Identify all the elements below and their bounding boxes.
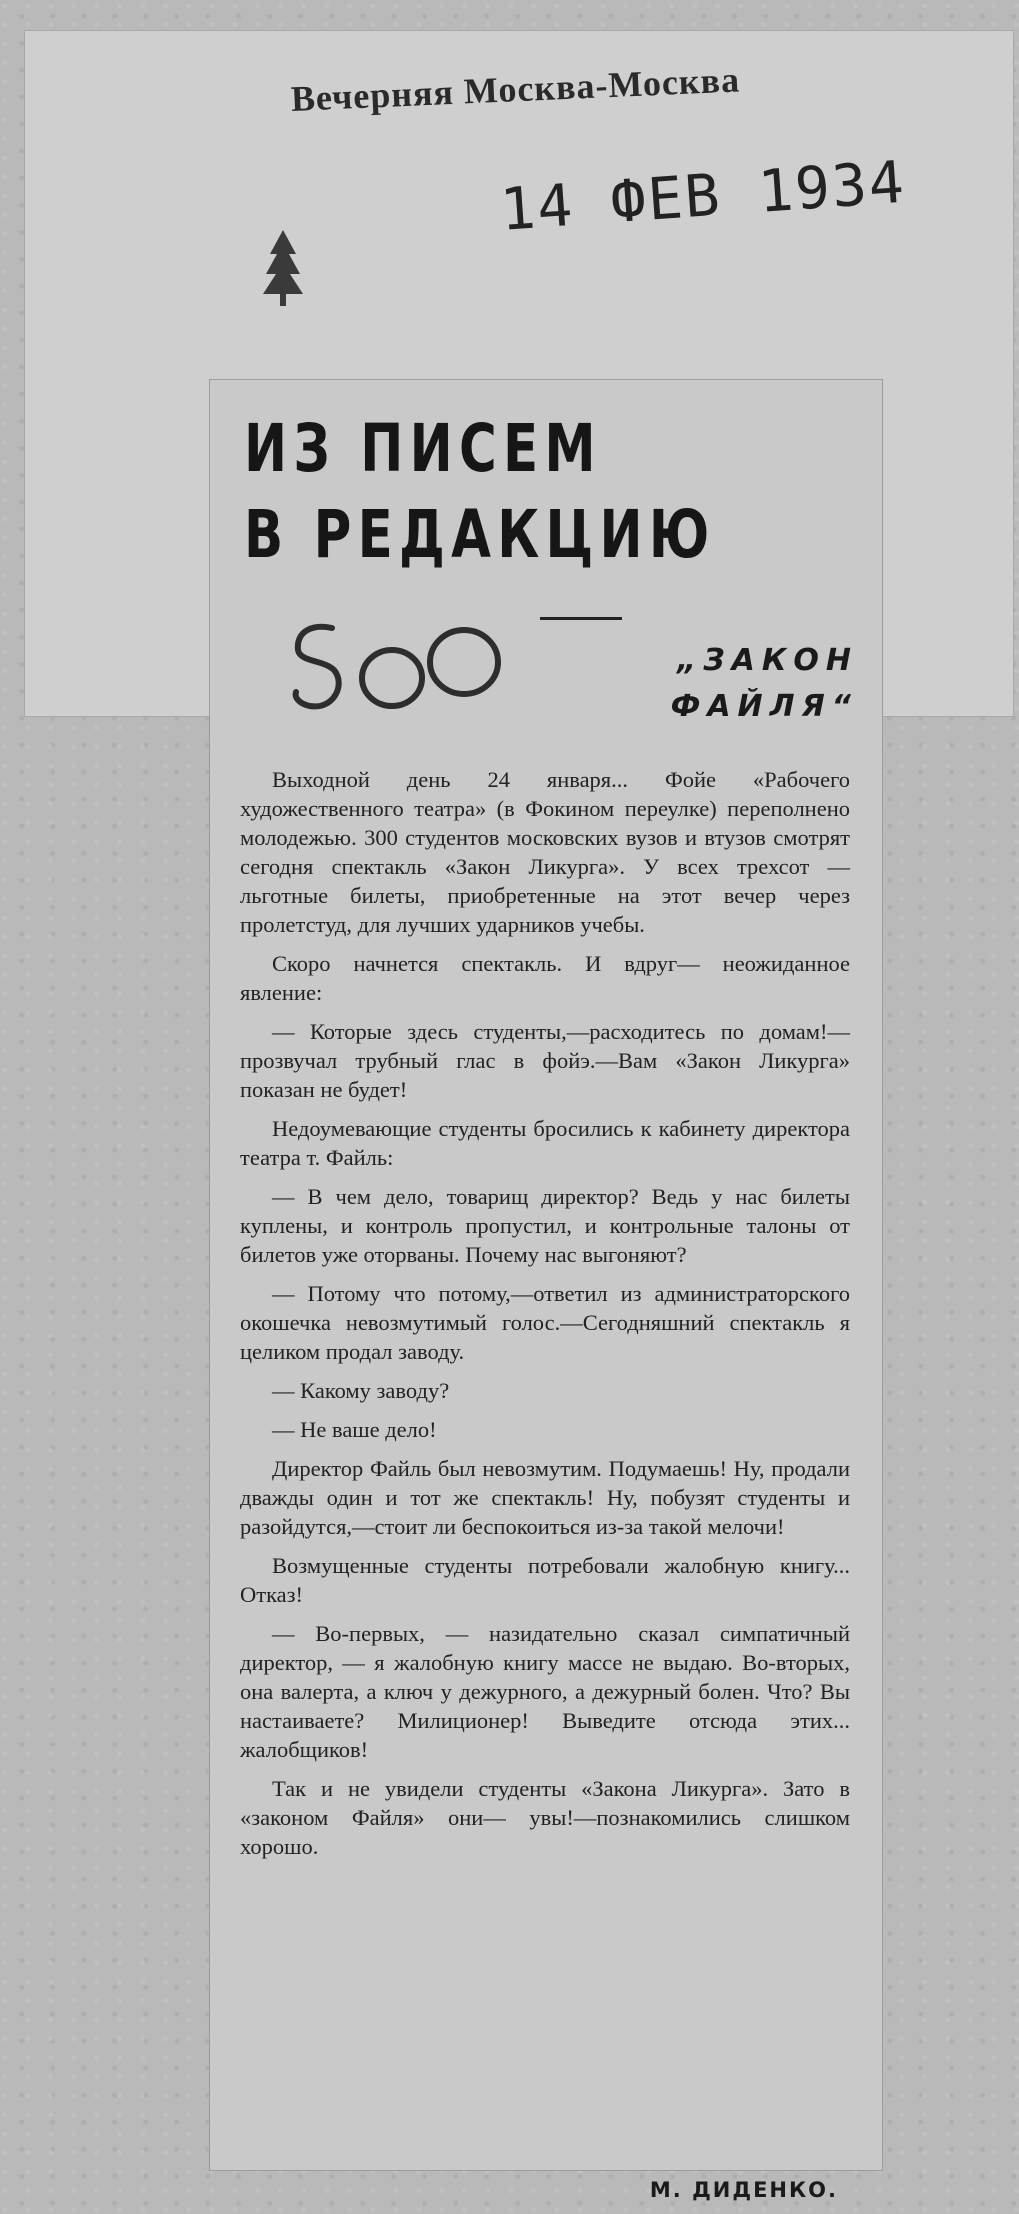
paragraph: Скоро начнется спектакль. И вдруг— неожиданное явление: bbox=[240, 951, 850, 1005]
subtitle-line-2: ФАЙЛЯ“ bbox=[670, 689, 858, 724]
tree-icon bbox=[258, 228, 308, 308]
subtitle-line-1: „ЗАКОН bbox=[677, 643, 858, 678]
headline bbox=[244, 406, 716, 578]
article-subtitle bbox=[638, 638, 858, 730]
headline-rule bbox=[540, 617, 622, 620]
paragraph: Так и не увидели студенты «Закона Ликурга». Зато в «законом Файля» они— увы!—познакомились слишком хорошо. bbox=[240, 1776, 850, 1859]
headline-line-1: ИЗ ПИСЕМ bbox=[244, 410, 602, 487]
author-signature: М. ДИДЕНКО. bbox=[649, 2178, 838, 2202]
article-body bbox=[240, 765, 850, 1871]
paragraph: — Которые здесь студенты,—расходитесь по домам!—прозвучал трубный глас в фойэ.—Вам «Закон Ликурга» показан не будет! bbox=[240, 1019, 850, 1102]
paragraph: Возмущенные студенты потребовали жалобную книгу... Отказ! bbox=[240, 1553, 850, 1607]
newspaper-source-stamp: Вечерняя Москва-Москва bbox=[290, 59, 741, 119]
paragraph: — Какому заводу? bbox=[272, 1378, 450, 1403]
handwritten-number bbox=[284, 598, 524, 728]
newspaper-clipping bbox=[210, 380, 882, 2202]
headline-line-2: В РЕДАКЦИЮ bbox=[244, 496, 716, 573]
paragraph: — Во-первых, — назидательно сказал симпатичный директор, — я жалобную книгу массе не выдаю. Во-вторых, она валерта, а ключ у дежурного, а дежурный болен. Что? Вы настаиваете? Милиционер! Выведите отсюда этих... жалобщиков! bbox=[240, 1621, 850, 1762]
paragraph: Директор Файль был невозмутим. Подумаешь! Ну, продали дважды один и тот же спектакль! Ну, побузят студенты и разойдутся,—стоит ли беспокоиться из-за такой мелочи! bbox=[240, 1456, 850, 1539]
paragraph: — Потому что потому,—ответил из администраторского окошечка невозмутимый голос.—Сегодняшний спектакль я целиком продал заводу. bbox=[240, 1281, 850, 1364]
paragraph: Недоумевающие студенты бросились к кабинету директора театра т. Файль: bbox=[240, 1116, 850, 1170]
date-stamp: 14 ФЕВ 1934 bbox=[498, 147, 908, 244]
paragraph: — В чем дело, товарищ директор? Ведь у нас билеты куплены, и контроль пропустил, и контрольные талоны от билетов уже оторваны. Почему нас выгоняют? bbox=[240, 1184, 850, 1267]
paragraph: — Не ваше дело! bbox=[272, 1417, 437, 1442]
paragraph: Выходной день 24 января... Фойе «Рабочего художественного театра» (в Фокином переулке) переполнено молодежью. 300 студентов московских вузов и втузов смотрят сегодня спектакль «Закон Ликурга». У всех трехсот — льготные билеты, приобретенные на этот вечер через пролетстуд, для лучших ударников учебы. bbox=[240, 767, 850, 937]
